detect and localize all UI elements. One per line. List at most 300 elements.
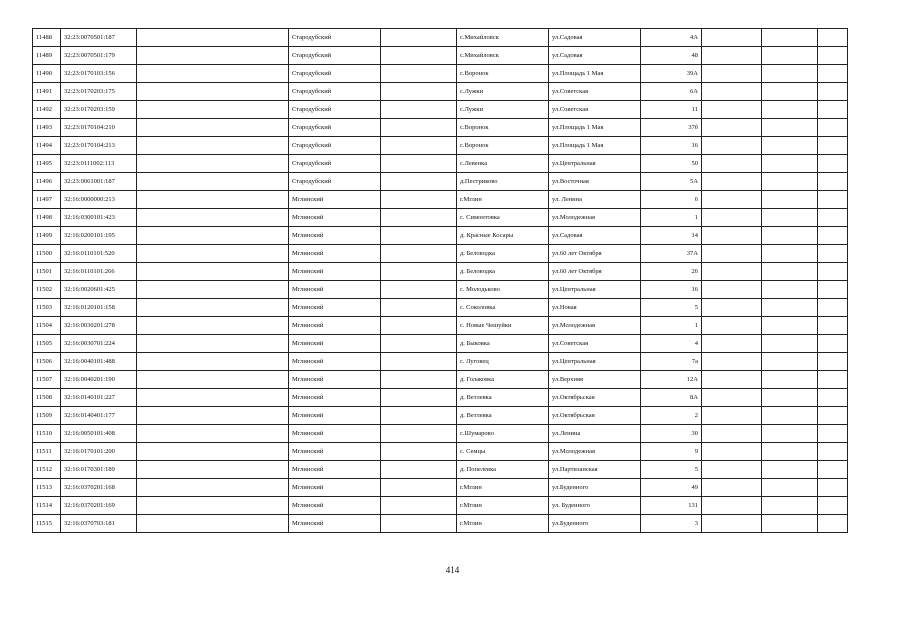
locality-cell: д. Попелевка: [457, 461, 549, 479]
house-number-cell: 16: [641, 281, 702, 299]
row-number-cell: 11491: [33, 83, 61, 101]
empty-cell: [702, 191, 762, 209]
empty-cell: [702, 245, 762, 263]
empty-cell: [818, 371, 848, 389]
empty-cell: [381, 353, 457, 371]
empty-cell: [137, 371, 289, 389]
empty-cell: [702, 407, 762, 425]
house-number-cell: 1: [641, 209, 702, 227]
street-cell: ул.Новая: [549, 299, 641, 317]
house-number-cell: 39А: [641, 65, 702, 83]
empty-cell: [137, 497, 289, 515]
house-number-cell: 37А: [641, 245, 702, 263]
empty-cell: [381, 443, 457, 461]
locality-cell: д. Ветлевка: [457, 407, 549, 425]
table-row: [33, 461, 848, 479]
cadastral-number-cell: 32:16:0200101:195: [61, 227, 137, 245]
empty-cell: [818, 407, 848, 425]
empty-cell: [762, 335, 818, 353]
empty-cell: [702, 137, 762, 155]
empty-cell: [702, 101, 762, 119]
row-number-cell: 11492: [33, 101, 61, 119]
empty-cell: [137, 353, 289, 371]
row-number-cell: 11512: [33, 461, 61, 479]
cadastral-number-cell: 32:16:0040101:488: [61, 353, 137, 371]
empty-cell: [137, 209, 289, 227]
district-cell: Мглинский: [289, 227, 381, 245]
empty-cell: [137, 389, 289, 407]
district-cell: Мглинский: [289, 317, 381, 335]
street-cell: ул.Молодежная: [549, 209, 641, 227]
cadastral-number-cell: 32:16:0140101:227: [61, 389, 137, 407]
empty-cell: [381, 515, 457, 533]
cadastral-number-cell: 32:16:0140401:177: [61, 407, 137, 425]
empty-cell: [381, 47, 457, 65]
street-cell: ул.60 лет Октября: [549, 263, 641, 281]
locality-cell: д. Красные Косары: [457, 227, 549, 245]
empty-cell: [818, 389, 848, 407]
empty-cell: [818, 47, 848, 65]
cadastral-number-cell: 32:23:0170203:175: [61, 83, 137, 101]
empty-cell: [818, 443, 848, 461]
district-cell: Мглинский: [289, 515, 381, 533]
empty-cell: [818, 335, 848, 353]
empty-cell: [702, 371, 762, 389]
empty-cell: [702, 47, 762, 65]
locality-cell: с.Воронок: [457, 65, 549, 83]
empty-cell: [702, 317, 762, 335]
street-cell: ул.Восточная: [549, 173, 641, 191]
empty-cell: [381, 497, 457, 515]
empty-cell: [381, 479, 457, 497]
empty-cell: [818, 209, 848, 227]
house-number-cell: 7а: [641, 353, 702, 371]
house-number-cell: 4А: [641, 29, 702, 47]
house-number-cell: 11: [641, 101, 702, 119]
empty-cell: [137, 173, 289, 191]
table-row: [33, 479, 848, 497]
table-row: [33, 317, 848, 335]
empty-cell: [381, 101, 457, 119]
locality-cell: с.Левенка: [457, 155, 549, 173]
house-number-cell: 48: [641, 47, 702, 65]
empty-cell: [137, 479, 289, 497]
empty-cell: [762, 119, 818, 137]
house-number-cell: 6: [641, 191, 702, 209]
house-number-cell: 12А: [641, 371, 702, 389]
locality-cell: д.Пестриково: [457, 173, 549, 191]
empty-cell: [381, 245, 457, 263]
street-cell: ул. Ленина: [549, 191, 641, 209]
table-row: [33, 299, 848, 317]
table-row: [33, 245, 848, 263]
locality-cell: с.Воронок: [457, 119, 549, 137]
street-cell: ул.Садовая: [549, 29, 641, 47]
cadastral-number-cell: 32:16:0050101:408: [61, 425, 137, 443]
row-number-cell: 11505: [33, 335, 61, 353]
house-number-cell: 26: [641, 263, 702, 281]
house-number-cell: 37б: [641, 119, 702, 137]
row-number-cell: 11490: [33, 65, 61, 83]
row-number-cell: 11515: [33, 515, 61, 533]
district-cell: Мглинский: [289, 191, 381, 209]
house-number-cell: 30: [641, 425, 702, 443]
empty-cell: [818, 191, 848, 209]
row-number-cell: 11497: [33, 191, 61, 209]
locality-cell: с. Молодьково: [457, 281, 549, 299]
empty-cell: [702, 83, 762, 101]
table-row: [33, 47, 848, 65]
table-row: [33, 209, 848, 227]
district-cell: Мглинский: [289, 371, 381, 389]
empty-cell: [137, 101, 289, 119]
empty-cell: [818, 497, 848, 515]
empty-cell: [702, 389, 762, 407]
table-row: [33, 281, 848, 299]
empty-cell: [381, 119, 457, 137]
street-cell: ул.Буденного: [549, 515, 641, 533]
empty-cell: [137, 137, 289, 155]
row-number-cell: 11503: [33, 299, 61, 317]
empty-cell: [137, 65, 289, 83]
empty-cell: [702, 173, 762, 191]
address-table: [32, 28, 848, 533]
empty-cell: [762, 227, 818, 245]
row-number-cell: 11489: [33, 47, 61, 65]
row-number-cell: 11508: [33, 389, 61, 407]
empty-cell: [818, 83, 848, 101]
district-cell: Стародубский: [289, 119, 381, 137]
empty-cell: [702, 461, 762, 479]
empty-cell: [762, 191, 818, 209]
empty-cell: [381, 263, 457, 281]
district-cell: Мглинский: [289, 281, 381, 299]
empty-cell: [702, 335, 762, 353]
empty-cell: [818, 137, 848, 155]
empty-cell: [137, 47, 289, 65]
row-number-cell: 11493: [33, 119, 61, 137]
street-cell: ул.Центральная: [549, 281, 641, 299]
locality-cell: с.Воронок: [457, 137, 549, 155]
empty-cell: [702, 497, 762, 515]
district-cell: Мглинский: [289, 209, 381, 227]
locality-cell: д. Голаковка: [457, 371, 549, 389]
empty-cell: [762, 407, 818, 425]
empty-cell: [702, 227, 762, 245]
empty-cell: [381, 29, 457, 47]
empty-cell: [762, 173, 818, 191]
empty-cell: [137, 83, 289, 101]
empty-cell: [762, 209, 818, 227]
row-number-cell: 11506: [33, 353, 61, 371]
empty-cell: [381, 389, 457, 407]
district-cell: Мглинский: [289, 263, 381, 281]
district-cell: Мглинский: [289, 407, 381, 425]
district-cell: Мглинский: [289, 245, 381, 263]
table-row: [33, 497, 848, 515]
empty-cell: [381, 335, 457, 353]
empty-cell: [137, 461, 289, 479]
table-row: [33, 119, 848, 137]
empty-cell: [762, 515, 818, 533]
street-cell: ул.Садовая: [549, 227, 641, 245]
district-cell: Мглинский: [289, 461, 381, 479]
empty-cell: [818, 479, 848, 497]
empty-cell: [381, 281, 457, 299]
empty-cell: [702, 299, 762, 317]
table-row: [33, 353, 848, 371]
empty-cell: [762, 245, 818, 263]
street-cell: ул.60 лет Октября: [549, 245, 641, 263]
table-row: [33, 227, 848, 245]
house-number-cell: 5А: [641, 173, 702, 191]
table-row: [33, 425, 848, 443]
locality-cell: с. Соколовка: [457, 299, 549, 317]
empty-cell: [381, 209, 457, 227]
empty-cell: [137, 155, 289, 173]
street-cell: ул.Советская: [549, 335, 641, 353]
empty-cell: [137, 119, 289, 137]
row-number-cell: 11511: [33, 443, 61, 461]
cadastral-number-cell: 32:16:0110101:520: [61, 245, 137, 263]
table-row: [33, 515, 848, 533]
cadastral-number-cell: 32:23:0111002:113: [61, 155, 137, 173]
locality-cell: с. Симонтовка: [457, 209, 549, 227]
empty-cell: [137, 425, 289, 443]
street-cell: ул.Молодежная: [549, 317, 641, 335]
cadastral-number-cell: 32:23:0070501:179: [61, 47, 137, 65]
district-cell: Мглинский: [289, 389, 381, 407]
house-number-cell: 131: [641, 497, 702, 515]
empty-cell: [818, 119, 848, 137]
empty-cell: [381, 191, 457, 209]
locality-cell: г.Мглин: [457, 479, 549, 497]
empty-cell: [818, 101, 848, 119]
empty-cell: [137, 299, 289, 317]
locality-cell: г.Мглин: [457, 515, 549, 533]
empty-cell: [702, 119, 762, 137]
table-row: [33, 389, 848, 407]
empty-cell: [381, 83, 457, 101]
street-cell: ул.Советская: [549, 83, 641, 101]
street-cell: ул.Молодежная: [549, 443, 641, 461]
empty-cell: [818, 515, 848, 533]
cadastral-number-cell: 32:16:0030701:224: [61, 335, 137, 353]
empty-cell: [762, 29, 818, 47]
cadastral-number-cell: 32:16:0110101:266: [61, 263, 137, 281]
street-cell: ул.Верхняя: [549, 371, 641, 389]
street-cell: ул.Буденного: [549, 479, 641, 497]
locality-cell: с. Новые Чешуйки: [457, 317, 549, 335]
district-cell: Мглинский: [289, 335, 381, 353]
empty-cell: [818, 461, 848, 479]
locality-cell: с.Михайловск: [457, 29, 549, 47]
cadastral-number-cell: 32:23:0061001:187: [61, 173, 137, 191]
row-number-cell: 11509: [33, 407, 61, 425]
empty-cell: [818, 245, 848, 263]
cadastral-number-cell: 32:16:0000000:213: [61, 191, 137, 209]
street-cell: ул.Садовая: [549, 47, 641, 65]
district-cell: Мглинский: [289, 425, 381, 443]
cadastral-number-cell: 32:16:0300101:423: [61, 209, 137, 227]
table-body: [33, 29, 848, 533]
empty-cell: [762, 263, 818, 281]
empty-cell: [762, 47, 818, 65]
empty-cell: [702, 155, 762, 173]
row-number-cell: 11514: [33, 497, 61, 515]
street-cell: ул.Партизанская: [549, 461, 641, 479]
row-number-cell: 11501: [33, 263, 61, 281]
row-number-cell: 11500: [33, 245, 61, 263]
empty-cell: [818, 155, 848, 173]
house-number-cell: 2: [641, 407, 702, 425]
empty-cell: [137, 263, 289, 281]
house-number-cell: 49: [641, 479, 702, 497]
street-cell: ул.Площадь 1 Мая: [549, 137, 641, 155]
empty-cell: [762, 443, 818, 461]
house-number-cell: 50: [641, 155, 702, 173]
empty-cell: [702, 353, 762, 371]
row-number-cell: 11488: [33, 29, 61, 47]
empty-cell: [137, 29, 289, 47]
house-number-cell: 9: [641, 443, 702, 461]
empty-cell: [702, 29, 762, 47]
district-cell: Стародубский: [289, 47, 381, 65]
house-number-cell: 4: [641, 335, 702, 353]
empty-cell: [702, 479, 762, 497]
street-cell: ул.Октябрьская: [549, 407, 641, 425]
locality-cell: с. Луговец: [457, 353, 549, 371]
district-cell: Мглинский: [289, 299, 381, 317]
house-number-cell: 3: [641, 515, 702, 533]
district-cell: Стародубский: [289, 155, 381, 173]
district-cell: Стародубский: [289, 83, 381, 101]
table-row: [33, 407, 848, 425]
locality-cell: д. Беловодка: [457, 245, 549, 263]
empty-cell: [818, 227, 848, 245]
empty-cell: [818, 353, 848, 371]
row-number-cell: 11494: [33, 137, 61, 155]
street-cell: ул.Площадь 1 Мая: [549, 119, 641, 137]
table-row: [33, 371, 848, 389]
empty-cell: [381, 299, 457, 317]
locality-cell: г.Мглин: [457, 497, 549, 515]
empty-cell: [381, 155, 457, 173]
locality-cell: г.Мглин: [457, 191, 549, 209]
empty-cell: [381, 425, 457, 443]
empty-cell: [381, 317, 457, 335]
house-number-cell: 8А: [641, 389, 702, 407]
empty-cell: [137, 191, 289, 209]
table-row: [33, 263, 848, 281]
empty-cell: [762, 479, 818, 497]
empty-cell: [381, 371, 457, 389]
cadastral-number-cell: 32:16:0030201:278: [61, 317, 137, 335]
district-cell: Стародубский: [289, 137, 381, 155]
empty-cell: [381, 407, 457, 425]
page-number: 414: [445, 565, 460, 575]
house-number-cell: 6А: [641, 83, 702, 101]
table-row: [33, 137, 848, 155]
empty-cell: [818, 317, 848, 335]
empty-cell: [702, 425, 762, 443]
empty-cell: [762, 461, 818, 479]
row-number-cell: 11507: [33, 371, 61, 389]
cadastral-number-cell: 32:16:0120101:158: [61, 299, 137, 317]
empty-cell: [762, 317, 818, 335]
house-number-cell: 5: [641, 461, 702, 479]
empty-cell: [381, 137, 457, 155]
street-cell: ул.Центральная: [549, 353, 641, 371]
empty-cell: [818, 263, 848, 281]
cadastral-number-cell: 32:16:0370201:168: [61, 479, 137, 497]
locality-cell: с.Лужки: [457, 83, 549, 101]
empty-cell: [381, 461, 457, 479]
district-cell: Стародубский: [289, 173, 381, 191]
street-cell: ул.Октябрьская: [549, 389, 641, 407]
cadastral-number-cell: 32:23:0170203:159: [61, 101, 137, 119]
empty-cell: [818, 425, 848, 443]
empty-cell: [762, 299, 818, 317]
empty-cell: [818, 173, 848, 191]
empty-cell: [137, 335, 289, 353]
empty-cell: [762, 65, 818, 83]
table-row: [33, 335, 848, 353]
empty-cell: [818, 65, 848, 83]
empty-cell: [702, 281, 762, 299]
empty-cell: [762, 353, 818, 371]
empty-cell: [702, 65, 762, 83]
empty-cell: [762, 281, 818, 299]
row-number-cell: 11498: [33, 209, 61, 227]
house-number-cell: 16: [641, 137, 702, 155]
table-row: [33, 191, 848, 209]
cadastral-number-cell: 32:23:0170103:156: [61, 65, 137, 83]
empty-cell: [137, 245, 289, 263]
cadastral-number-cell: 32:23:0170104:213: [61, 137, 137, 155]
row-number-cell: 11495: [33, 155, 61, 173]
cadastral-number-cell: 32:23:0070501:187: [61, 29, 137, 47]
district-cell: Мглинский: [289, 443, 381, 461]
empty-cell: [818, 299, 848, 317]
locality-cell: с.Михайловск: [457, 47, 549, 65]
empty-cell: [702, 263, 762, 281]
empty-cell: [762, 83, 818, 101]
district-cell: Мглинский: [289, 479, 381, 497]
district-cell: Мглинский: [289, 353, 381, 371]
cadastral-number-cell: 32:23:0170104:210: [61, 119, 137, 137]
row-number-cell: 11510: [33, 425, 61, 443]
empty-cell: [702, 443, 762, 461]
locality-cell: с.Шумарово: [457, 425, 549, 443]
empty-cell: [702, 515, 762, 533]
table-row: [33, 155, 848, 173]
empty-cell: [137, 317, 289, 335]
table-row: [33, 65, 848, 83]
empty-cell: [137, 443, 289, 461]
street-cell: ул.Центральная: [549, 155, 641, 173]
house-number-cell: 14: [641, 227, 702, 245]
empty-cell: [137, 515, 289, 533]
table-row: [33, 173, 848, 191]
row-number-cell: 11496: [33, 173, 61, 191]
empty-cell: [137, 407, 289, 425]
empty-cell: [762, 371, 818, 389]
street-cell: ул. Буденного: [549, 497, 641, 515]
locality-cell: с.Лужки: [457, 101, 549, 119]
row-number-cell: 11513: [33, 479, 61, 497]
table-row: [33, 443, 848, 461]
